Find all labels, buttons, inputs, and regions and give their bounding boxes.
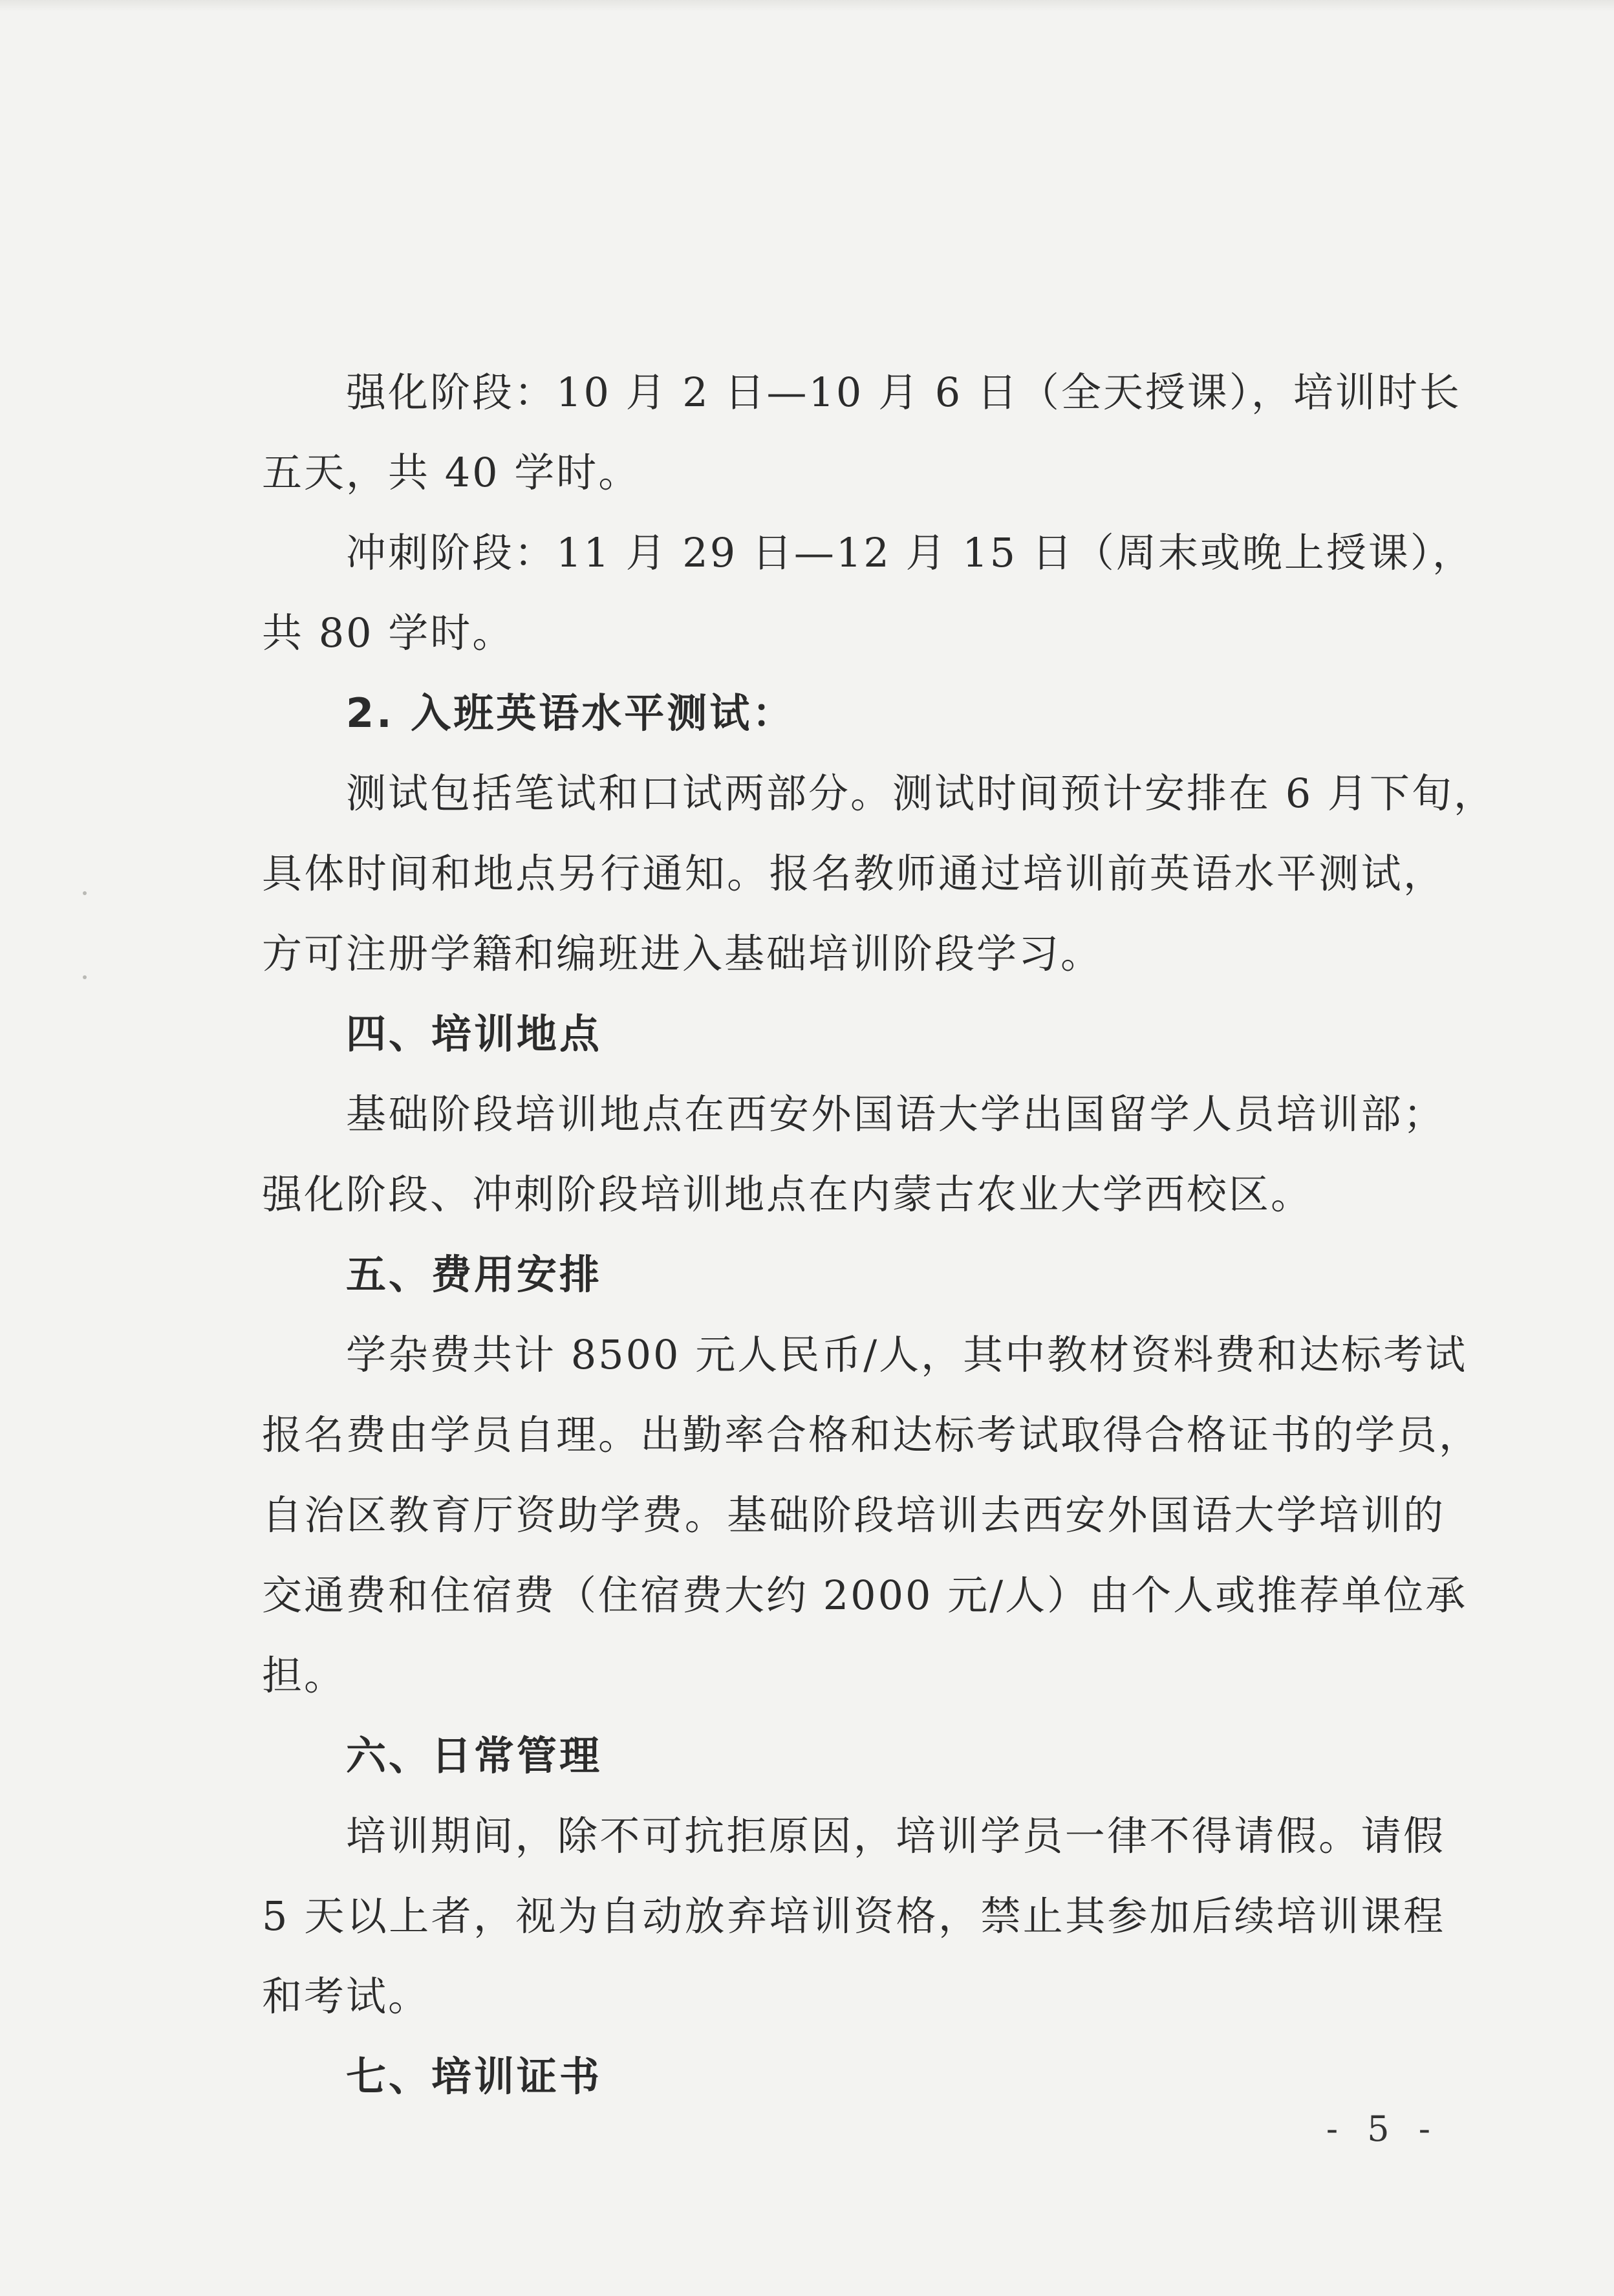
section-heading: 2. 入班英语水平测试： [346,689,795,737]
section-heading: 四、培训地点 [346,1010,603,1057]
body-line: 学杂费共计 8500 元人民币/人，其中教材资料费和达标考试 [346,1331,1468,1378]
scan-edge-shadow [0,0,1614,12]
body-line: 报名费由学员自理。出勤率合格和达标考试取得合格证书的学员， [262,1411,1481,1458]
body-line: 5 天以上者，视为自动放弃培训资格，禁止其参加后续培训课程 [262,1892,1445,1940]
page-number: - 5 - [1326,2108,1439,2149]
body-line: 自治区教育厅资助学费。基础阶段培训去西安外国语大学培训的 [262,1491,1445,1539]
body-line: 和考试。 [262,1973,431,2020]
body-line: 测试包括笔试和口试两部分。测试时间预计安排在 6 月下旬， [346,770,1496,817]
body-line: 强化阶段、冲刺阶段培训地点在内蒙古农业大学西校区。 [262,1171,1313,1218]
body-line: 培训期间，除不可抗拒原因，培训学员一律不得请假。请假 [346,1812,1445,1859]
body-line: 冲刺阶段：11 月 29 日—12 月 15 日（周末或晚上授课）， [346,529,1474,576]
scan-speck [83,975,87,979]
body-line: 强化阶段：10 月 2 日—10 月 6 日（全天授课），培训时长 [346,369,1461,416]
section-heading: 五、费用安排 [346,1251,603,1298]
body-line: 基础阶段培训地点在西安外国语大学出国留学人员培训部； [346,1090,1445,1138]
body-line: 五天，共 40 学时。 [262,449,641,496]
body-line: 具体时间和地点另行通知。报名教师通过培训前英语水平测试， [262,850,1445,897]
section-heading: 七、培训证书 [346,2053,603,2100]
document-body [262,352,1496,2117]
body-line: 交通费和住宿费（住宿费大约 2000 元/人）由个人或推荐单位承 [262,1572,1468,1619]
section-heading: 六、日常管理 [346,1732,603,1779]
scan-speck [83,891,87,895]
body-line: 方可注册学籍和编班进入基础培训阶段学习。 [262,930,1103,977]
body-line: 共 80 学时。 [262,609,515,656]
body-line: 担。 [262,1652,347,1699]
